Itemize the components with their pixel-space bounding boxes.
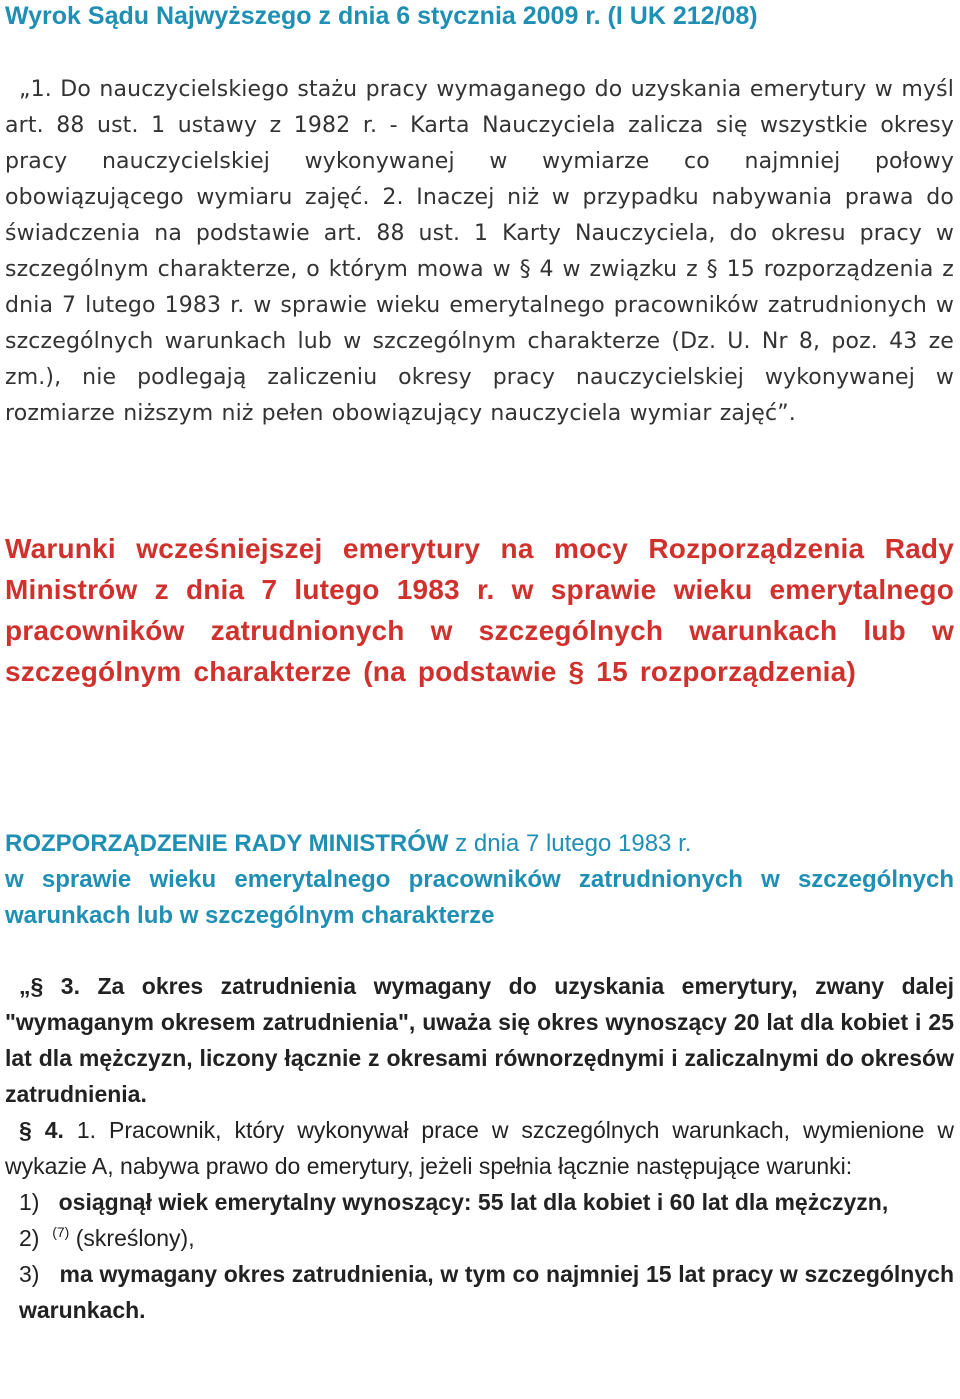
list-item-2 <box>5 1220 954 1256</box>
ruling-text <box>5 72 954 432</box>
ruling-point-2: 2. Inaczej niż w przypadku nabywania prawa do świadczenia na podstawie art. 88 ust. 1 Karty Nauczyciela, do okresu pracy w szczególnym charakterze, o którym mowa w § 4 w związku z § 15 rozporządzenia z dnia 7 lutego 1983 r. w sprawie wieku emerytalnego pracowników zatrudnionych w szczególnych warunkach lub w szczególnym charakterze (Dz. U. Nr 8, poz. 43 ze zm.), nie podlegają zaliczeniu okresy pracy nauczycielskiej wykonywanej w rozmiarze niższym niż pełen obowiązujący nauczyciela wymiar zajęć”. <box>5 185 954 426</box>
list-item-1-text: osiągnął wiek emerytalny wynoszący: 55 lat dla kobiet i 60 lat dla mężczyzn, <box>58 1189 889 1215</box>
list-item-2-text: (skreślony), <box>75 1225 195 1251</box>
quote-mark: „ <box>19 77 31 102</box>
regulation-heading <box>5 826 954 934</box>
regulation-subtitle: w sprawie wieku emerytalnego pracowników zatrudnionych w szczególnych warunkach lub w szczególnym charakterze <box>5 866 954 929</box>
paragraph-4 <box>5 1112 954 1184</box>
list-item-3-text: ma wymagany okres zatrudnienia, w tym co najmniej 15 lat pracy w szczególnych warunkach. <box>19 1261 954 1323</box>
list-item-2-number: 2) <box>19 1225 40 1251</box>
ruling-point-1: 1. Do nauczycielskiego stażu pracy wymaganego do uzyskania emerytury w myśl art. 88 ust. 1 ustawy z 1982 r. - Karta Nauczyciela zalicza się wszystkie okresy pracy nauczycielskiej wykonywanej w wymiarze co najmniej połowy obowiązującego wymiaru zajęć. <box>5 77 954 210</box>
regulation-date: z dnia 7 lutego 1983 r. <box>448 830 692 857</box>
regulation-title: ROZPORZĄDZENIE RADY MINISTRÓW <box>5 830 449 857</box>
section-heading: Warunki wcześniejszej emerytury na mocy Rozporządzenia Rady Ministrów z dnia 7 lutego 1983 r. w sprawie wieku emerytalnego pracowników zatrudnionych w szczególnych warunkach lub w szczególnym charakterze (na podstawie § 15 rozporządzenia) <box>5 533 954 687</box>
paragraph-3-number: § 3. <box>30 973 80 999</box>
paragraph-4-text: Pracownik, który wykonywał prace w szczególnych warunkach, wymienione w wykazie A, nabywa prawo do emerytury, jeżeli spełnia łącznie następujące warunki: <box>5 1117 954 1179</box>
regulation-body <box>5 968 954 1328</box>
list-item-2-footnote: (7) <box>52 1224 70 1240</box>
document-title: Wyrok Sądu Najwyższego z dnia 6 stycznia 2009 r. (I UK 212/08) <box>5 2 758 30</box>
paragraph-4-number: § 4. <box>19 1117 64 1143</box>
list-item-1-number: 1) <box>19 1189 40 1215</box>
list-item-3-number: 3) <box>19 1261 40 1287</box>
paragraph-4-subnumber: 1. <box>63 1117 97 1143</box>
list-item-3 <box>5 1256 954 1328</box>
paragraph-3 <box>5 968 954 1112</box>
paragraph-3-text: Za okres zatrudnienia wymagany do uzyskania emerytury, zwany dalej "wymaganym okresem zatrudnienia", uważa się okres wynoszący 20 lat dla kobiet i 25 lat dla mężczyzn, liczony łącznie z okresami równorzędnymi i zaliczalnymi do okresów zatrudnienia. <box>5 973 954 1107</box>
quote-mark: „ <box>19 973 31 999</box>
list-item-1 <box>5 1184 954 1220</box>
